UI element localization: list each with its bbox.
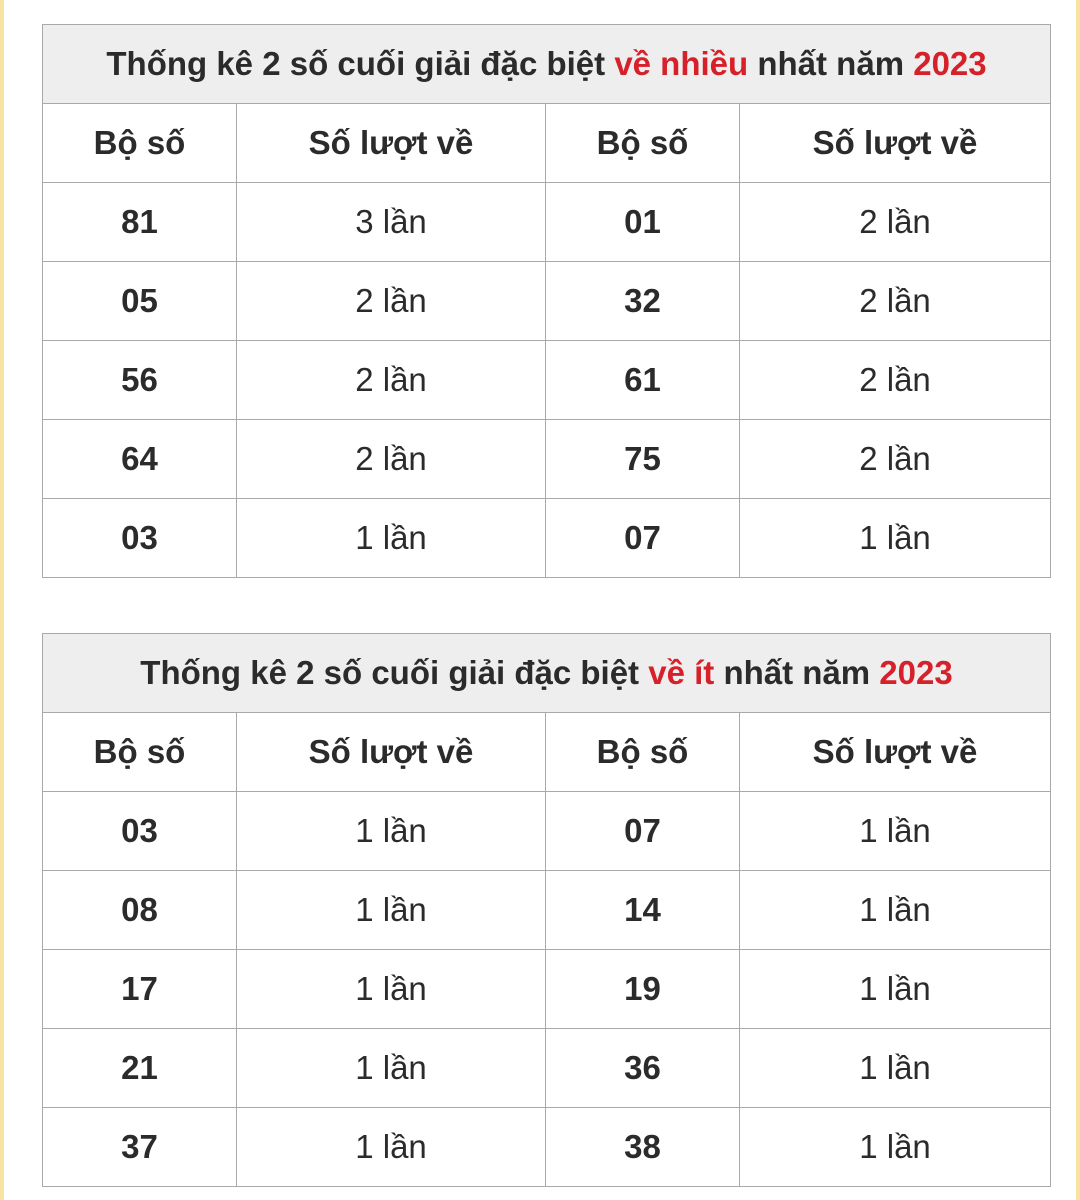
title-year: 2023 bbox=[879, 654, 953, 691]
number-set-cell: 61 bbox=[546, 341, 740, 420]
column-header-number-set: Bộ số bbox=[43, 104, 237, 183]
title-prefix: Thống kê 2 số cuối giải đặc biệt bbox=[106, 45, 606, 82]
count-cell: 1 lần bbox=[740, 1029, 1051, 1108]
table-caption-row bbox=[43, 25, 1051, 104]
table-title bbox=[43, 634, 1051, 713]
count-cell: 1 lần bbox=[237, 1108, 546, 1187]
count-cell: 2 lần bbox=[740, 183, 1051, 262]
least-frequent-table bbox=[42, 633, 1051, 1187]
count-cell: 2 lần bbox=[237, 262, 546, 341]
number-set-cell: 08 bbox=[43, 871, 237, 950]
table-row bbox=[43, 183, 1051, 262]
count-cell: 2 lần bbox=[237, 420, 546, 499]
title-year: 2023 bbox=[913, 45, 987, 82]
count-cell: 1 lần bbox=[740, 950, 1051, 1029]
table-row bbox=[43, 950, 1051, 1029]
number-set-cell: 05 bbox=[43, 262, 237, 341]
column-header-number-set: Bộ số bbox=[546, 713, 740, 792]
column-header-count: Số lượt về bbox=[237, 713, 546, 792]
number-set-cell: 03 bbox=[43, 792, 237, 871]
table-row bbox=[43, 792, 1051, 871]
number-set-cell: 75 bbox=[546, 420, 740, 499]
number-set-cell: 03 bbox=[43, 499, 237, 578]
count-cell: 1 lần bbox=[740, 499, 1051, 578]
table-row bbox=[43, 871, 1051, 950]
column-header-number-set: Bộ số bbox=[546, 104, 740, 183]
title-prefix: Thống kê 2 số cuối giải đặc biệt bbox=[140, 654, 640, 691]
table-row bbox=[43, 262, 1051, 341]
number-set-cell: 36 bbox=[546, 1029, 740, 1108]
number-set-cell: 14 bbox=[546, 871, 740, 950]
count-cell: 2 lần bbox=[740, 262, 1051, 341]
table-title bbox=[43, 25, 1051, 104]
column-header-count: Số lượt về bbox=[740, 104, 1051, 183]
count-cell: 2 lần bbox=[740, 341, 1051, 420]
number-set-cell: 32 bbox=[546, 262, 740, 341]
table-row bbox=[43, 499, 1051, 578]
number-set-cell: 07 bbox=[546, 792, 740, 871]
title-middle: nhất năm bbox=[723, 654, 871, 691]
count-cell: 2 lần bbox=[237, 341, 546, 420]
number-set-cell: 19 bbox=[546, 950, 740, 1029]
number-set-cell: 56 bbox=[43, 341, 237, 420]
number-set-cell: 17 bbox=[43, 950, 237, 1029]
title-middle: nhất năm bbox=[757, 45, 905, 82]
table-row bbox=[43, 1108, 1051, 1187]
count-cell: 2 lần bbox=[740, 420, 1051, 499]
table-header-row bbox=[43, 104, 1051, 183]
table-row bbox=[43, 1029, 1051, 1108]
count-cell: 1 lần bbox=[237, 871, 546, 950]
count-cell: 1 lần bbox=[237, 499, 546, 578]
count-cell: 1 lần bbox=[740, 1108, 1051, 1187]
number-set-cell: 07 bbox=[546, 499, 740, 578]
table-row bbox=[43, 420, 1051, 499]
number-set-cell: 81 bbox=[43, 183, 237, 262]
count-cell: 1 lần bbox=[237, 950, 546, 1029]
number-set-cell: 37 bbox=[43, 1108, 237, 1187]
table-header-row bbox=[43, 713, 1051, 792]
column-header-number-set: Bộ số bbox=[43, 713, 237, 792]
title-highlight: về nhiều bbox=[614, 45, 749, 82]
number-set-cell: 21 bbox=[43, 1029, 237, 1108]
title-highlight: về ít bbox=[648, 654, 715, 691]
number-set-cell: 64 bbox=[43, 420, 237, 499]
most-frequent-table bbox=[42, 24, 1051, 578]
number-set-cell: 38 bbox=[546, 1108, 740, 1187]
count-cell: 3 lần bbox=[237, 183, 546, 262]
count-cell: 1 lần bbox=[740, 792, 1051, 871]
column-header-count: Số lượt về bbox=[740, 713, 1051, 792]
count-cell: 1 lần bbox=[740, 871, 1051, 950]
table-row bbox=[43, 341, 1051, 420]
column-header-count: Số lượt về bbox=[237, 104, 546, 183]
number-set-cell: 01 bbox=[546, 183, 740, 262]
count-cell: 1 lần bbox=[237, 1029, 546, 1108]
count-cell: 1 lần bbox=[237, 792, 546, 871]
table-caption-row bbox=[43, 634, 1051, 713]
